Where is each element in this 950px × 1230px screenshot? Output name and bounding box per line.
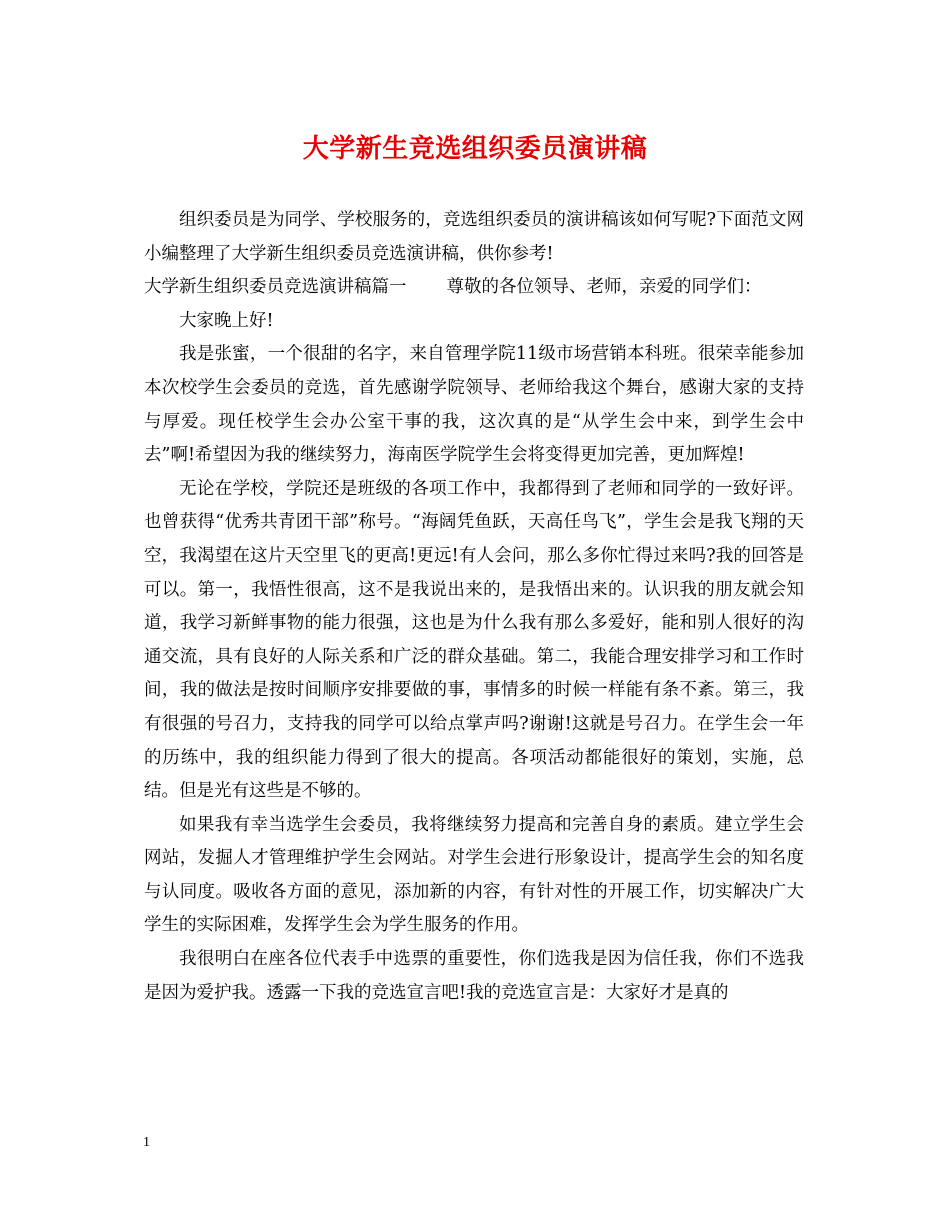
- page-number: 1: [143, 1135, 150, 1150]
- body-paragraph: 我是张蜜，一个很甜的名字，来自管理学院11级市场营销本科班。很荣幸能参加本次校学生会委员的竞选，首先感谢学院领导、老师给我这个舞台，感谢大家的支持与厚爱。现任校学生会办公室干事的我，这次真的是“从学生会中来，到学生会中去”啊!希望因为我的继续努力，海南医学院学生会将变得更加完善，更加辉煌!: [144, 344, 804, 466]
- section-heading-line: [144, 271, 804, 305]
- intro-paragraph: 组织委员是为同学、学校服务的，竞选组织委员的演讲稿该如何写呢?下面范文网小编整理了大学新生组织委员竞选演讲稿，供你参考!: [144, 210, 804, 264]
- greeting: 大家晚上好!: [179, 310, 274, 331]
- section-heading: 大学新生组织委员竞选演讲稿篇一: [144, 277, 407, 298]
- body-paragraph: 无论在学校，学院还是班级的各项工作中，我都得到了老师和同学的一致好评。也曾获得“优秀共青团干部”称号。“海阔凭鱼跃，天高任鸟飞”，学生会是我飞翔的天空，我渴望在这片天空里飞的更高!更远!有人会问，那么多你忙得过来吗?我的回答是可以。第一，我悟性很高，这不是我说出来的，是我悟出来的。认识我的朋友就会知道，我学习新鲜事物的能力很强，这也是为什么我有那么多爱好，能和别人很好的沟通交流，具有良好的人际关系和广泛的群众基础。第二，我能合理安排学习和工作时间，我的做法是按时间顺序安排要做的事，事情多的时候一样能有条不紊。第三，我有很强的号召力，支持我的同学可以给点掌声吗?谢谢!这就是号召力。在学生会一年的历练中，我的组织能力得到了很大的提高。各项活动都能很好的策划，实施，总结。但是光有这些是不够的。: [144, 478, 804, 802]
- salutation: 尊敬的各位领导、老师，亲爱的同学们：: [446, 277, 762, 298]
- body-paragraph: 如果我有幸当选学生会委员，我将继续努力提高和完善自身的素质。建立学生会网站，发掘人才管理维护学生会网站。对学生会进行形象设计，提高学生会的知名度与认同度。吸收各方面的意见，添加新的内容，有针对性的开展工作，切实解决广大学生的实际困难，发挥学生会为学生服务的作用。: [144, 814, 804, 936]
- body-paragraph: 我很明白在座各位代表手中选票的重要性，你们选我是因为信任我，你们不选我是因为爱护我。透露一下我的竞选宣言吧!我的竞选宣言是：大家好才是真的: [144, 949, 804, 1003]
- document-title: 大学新生竞选组织委员演讲稿: [302, 134, 648, 164]
- document-body: [144, 204, 804, 1010]
